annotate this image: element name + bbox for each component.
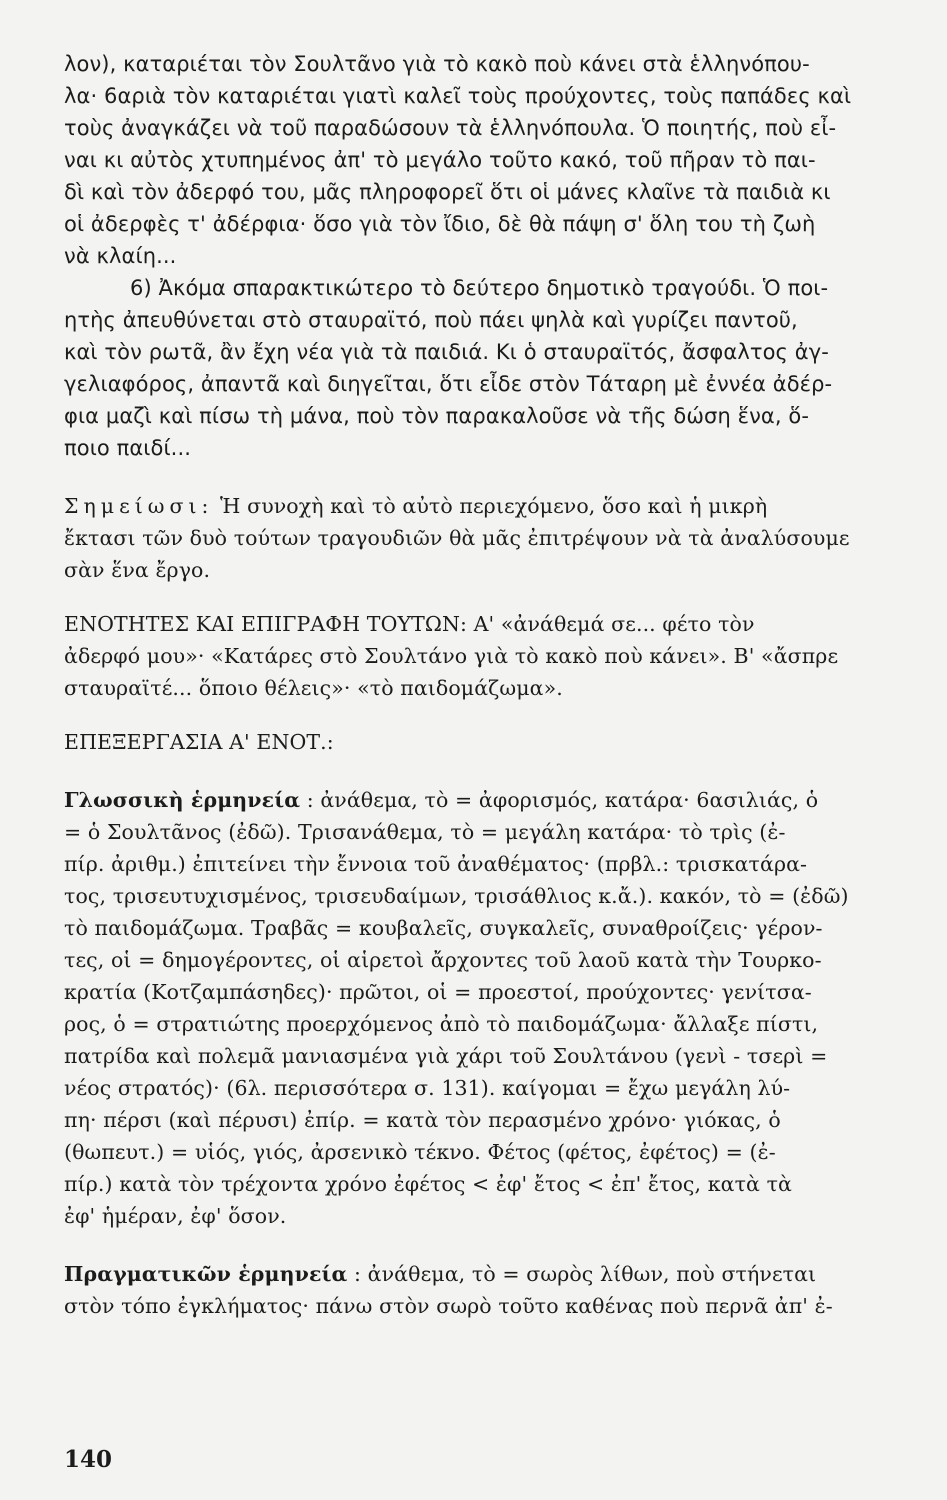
text-line: ητὴς ἀπευθύνεται στὸ σταυραϊτό, ποὺ πάει ψηλὰ καὶ γυρίζει παντοῦ, [64,308,798,332]
units-heading: ΕΝΟΤΗΤΕΣ ΚΑΙ ΕΠΙΓΡΑΦΗ ΤΟΥΤΩΝ: [64,612,468,636]
factual-label: Πραγματικῶν ἑρμηνεία [64,1262,348,1286]
text-line: = ὁ Σουλτᾶνος (ἐδῶ). Τρισανάθεμα, τὸ = μεγάλη κατάρα· τὸ τρὶς (ἐ- [64,820,786,844]
text-line: καὶ τὸν ρωτᾶ, ἂν ἔχη νέα γιὰ τὰ παιδιά. Κι ὁ σταυραϊτός, ἄσφαλτος ἀγ- [64,340,829,364]
note-label: Σημείωσι: [64,494,214,518]
text-line: γελιαφόρος, ἀπαντᾶ καὶ διηγεῖται, ὅτι εἶδε στὸν Τάταρη μὲ ἐννέα ἀδέρ- [64,372,833,396]
text-line: τοὺς ἀναγκάζει νὰ τοῦ παραδώσουν τὰ ἑλληνόπουλα. Ὁ ποιητής, ποὺ εἶ- [64,116,837,140]
text-line: δὶ καὶ τὸν ἀδερφό του, μᾶς πληροφορεῖ ὅτι οἱ μάνες κλαῖνε τὰ παιδιὰ κι [64,180,831,204]
text-line: τες, οἱ = δημογέροντες, οἱ αἱρετοὶ ἄρχοντες τοῦ λαοῦ κατὰ τὴν Τουρκο- [64,948,822,972]
text-line: τὸ παιδομάζωμα. Τραβᾶς = κουβαλεῖς, συγκαλεῖς, συναθροίζεις· γέρον- [64,916,823,940]
text-line: φια μαζὶ καὶ πίσω τὴ μάνα, ποὺ τὸν παρακαλοῦσε νὰ τῆς δώση ἕνα, ὅ- [64,404,810,428]
text-line: λον), καταριέται τὸν Σουλτᾶνο γιὰ τὸ κακὸ ποὺ κάνει στὰ ἑλληνόπου- [64,52,810,76]
top-paragraph [64,48,887,272]
text-line: πίρ. ἀριθμ.) ἐπιτείνει τὴν ἔννοια τοῦ ἀναθέματος· (πρβλ.: τρισκατάρα- [64,852,808,876]
text-line: ἐφ' ἡμέραν, ἐφ' ὅσον. [64,1204,287,1228]
point-b-paragraph [64,272,887,464]
page-number: 140 [64,1446,113,1473]
text-line: νέος στρατός)· (6λ. περισσότερα σ. 131). καίγομαι = ἔχω μεγάλη λύ- [64,1076,791,1100]
text-line: τος, τρισευτυχισμένος, τρισευδαίμων, τρισάθλιος κ.ἄ.). κακόν, τὸ = (ἐδῶ) [64,884,849,908]
text-line: 6) Ἀκόμα σπαρακτικώτερο τὸ δεύτερο δημοτικὸ τραγούδι. Ὁ ποι- [130,276,829,300]
text-line: ναι κι αὐτὸς χτυπημένος ἀπ' τὸ μεγάλο τοῦτο κακό, τοῦ πῆραν τὸ παι- [64,148,816,172]
factual-text: : ἀνάθεμα, τὸ = σωρὸς λίθων, ποὺ στήνεται [347,1262,817,1286]
note-paragraph [64,490,887,586]
units-text: Α' «ἀνάθεμά σε... φέτο τὸν [467,612,755,636]
units-paragraph [64,608,887,704]
text-line: κρατία (Κοτζαμπάσηδες)· πρῶτοι, οἱ = προεστοί, προύχοντες· γενίτσα- [64,980,812,1004]
text-line: ρος, ὁ = στρατιώτης προερχόμενος ἀπὸ τὸ παιδομάζωμα· ἄλλαξε πίστι, [64,1012,819,1036]
text-line: πη· πέρσι (καὶ πέρυσι) ἐπίρ. = κατὰ τὸν περασμένο χρόνο· γιόκας, ὁ [64,1108,781,1132]
text-line: πατρίδα καὶ πολεμᾶ μανιασμένα γιὰ χάρι τοῦ Σουλτάνου (γενὶ - τσερὶ = [64,1044,828,1068]
note-text: Ἡ συνοχὴ καὶ τὸ αὐτὸ περιεχόμενο, ὅσο καὶ ἡ μικρὴ [213,494,768,518]
linguistic-paragraph [64,784,887,1232]
text-line: (θωπευτ.) = υἱός, γιός, ἀρσενικὸ τέκνο. Φέτος (φέτος, ἐφέτος) = (ἐ- [64,1140,776,1164]
linguistic-label: Γλωσσικὴ ἑρμηνεία [64,788,301,812]
processing-heading-block [64,726,887,758]
text-line: σταυραϊτέ... ὅποιο θέλεις»· «τὸ παιδομάζωμα». [64,676,563,700]
text-line: σὰν ἕνα ἔργο. [64,558,211,582]
factual-paragraph [64,1258,887,1322]
text-line: στὸν τόπο ἐγκλήματος· πάνω στὸν σωρὸ τοῦτο καθένας ποὺ περνᾶ ἀπ' ἐ- [64,1294,833,1318]
text-line: οἱ ἀδερφὲς τ' ἀδέρφια· ὅσο γιὰ τὸν ἴδιο, δὲ θὰ πάψη σ' ὅλη του τὴ ζωὴ [64,212,816,236]
text-line: πίρ.) κατὰ τὸν τρέχοντα χρόνο ἐφέτος < ἐφ' ἔτος < ἐπ' ἔτος, κατὰ τὰ [64,1172,792,1196]
text-line: νὰ κλαίη... [64,244,177,268]
linguistic-text: : ἀνάθεμα, τὸ = ἀφορισμός, κατάρα· 6ασιλιάς, ὁ [300,788,819,812]
processing-heading: ΕΠΕΞΕΡΓΑΣΙΑ Α' ΕΝΟΤ.: [64,730,334,754]
text-line: ἔκτασι τῶν δυὸ τούτων τραγουδιῶν θὰ μᾶς ἐπιτρέψουν νὰ τὰ ἀναλύσουμε [64,526,850,550]
text-line: λα· 6αριὰ τὸν καταριέται γιατὶ καλεῖ τοὺς προύχοντες, τοὺς παπάδες καὶ [64,84,852,108]
text-line: ἀδερφό μου»· «Κατάρες στὸ Σουλτάνο γιὰ τὸ κακὸ ποὺ κάνει». Β' «ἄσπρε [64,644,839,668]
text-line: ποιο παιδί... [64,436,191,460]
